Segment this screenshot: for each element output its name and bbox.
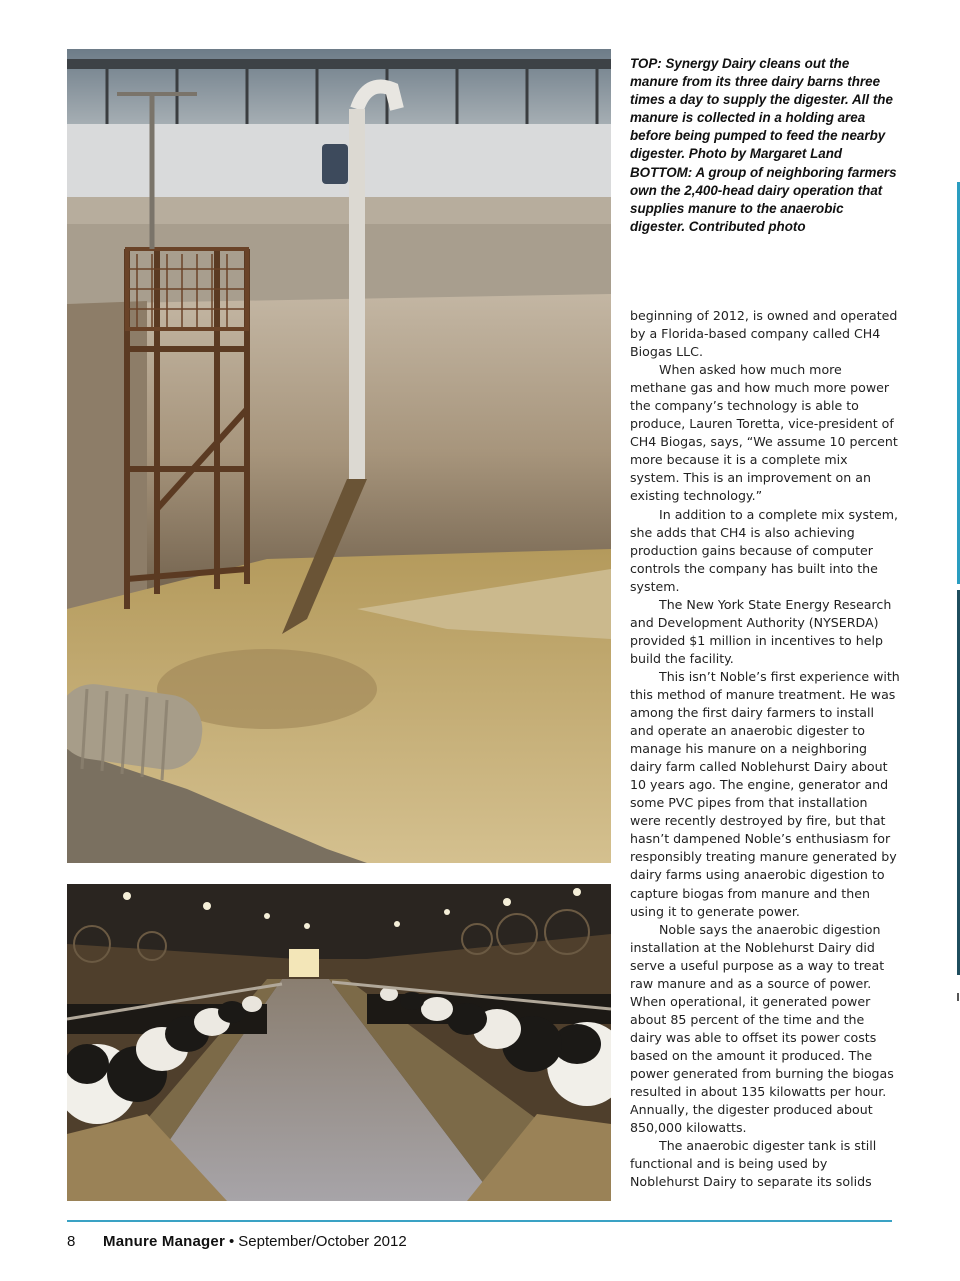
page-footer: [67, 1233, 407, 1253]
dairy-barn-photo: [67, 884, 611, 1201]
footer-separator: •: [229, 1233, 235, 1250]
article-paragraph: Noble says the anaerobic digestion installation at the Noblehurst Dairy did serve a useful purpose as a way to treat raw manure and as a source of power. When operational, it generated power about 85 percent of the time and the dairy was able to offset its power costs based on the amount it produced. The power generated from burning the biogas resulted in about 135 kilowatts per hour. Annually, the digester produced about 850,000 kilowatts.: [630, 921, 894, 1136]
article-body: [630, 307, 900, 1191]
article-paragraph: In addition to a complete mix system, she adds that CH4 is also achieving production gains because of computer controls the company has built into the system.: [630, 506, 898, 594]
article-paragraph: The New York State Energy Research and Development Authority (NYSERDA) provided $1 million in incentives to help build the facility.: [630, 596, 892, 666]
manure-pit-illustration: [67, 49, 611, 863]
article-paragraph: This isn’t Noble’s first experience with this method of manure treatment. He was among the first dairy farmers to install and operate an anaerobic digester to manage his manure on a neighboring dairy farm called Noblehurst Dairy about 10 years ago. The engine, generator and some PVC pipes from that installation were recently destroyed by fire, but that hasn’t dampened Noble’s enthusiasm for responsibly treating manure generated by dairy farms using anaerobic digestion to capture biogas from manure and then using it to generate power.: [630, 668, 900, 919]
issue-date: September/October 2012: [238, 1233, 407, 1250]
article-paragraph: When asked how much more methane gas and how much more power the company’s technology is able to produce, Lauren Toretta, vice-president of CH4 Biogas, says, “We assume 10 percent more because it is a complete mix system. This is an improvement on an existing technology.”: [630, 362, 898, 504]
caption-top: TOP: Synergy Dairy cleans out the manure from its three dairy barns three times a day to supply the digester. All the manure is collected in a holding area before being pumped to feed the nearby digester. Photo by Margaret Land: [630, 56, 893, 162]
edge-tick-mark: [957, 993, 959, 1001]
caption-bottom: BOTTOM: A group of neighboring farmers own the 2,400-head dairy operation that supplies manure to the anaerobic digester. Contributed photo: [630, 164, 897, 234]
manure-pit-photo: [67, 49, 611, 863]
page-number: 8: [67, 1233, 76, 1250]
dairy-barn-illustration: [67, 884, 611, 1201]
magazine-name: Manure Manager: [103, 1233, 225, 1250]
article-paragraph: The anaerobic digester tank is still functional and is being used by Noblehurst Dairy to separate its solids: [630, 1138, 877, 1190]
article-paragraph: beginning of 2012, is owned and operated by a Florida-based company called CH4 Biogas LLC.: [630, 308, 898, 360]
photo-caption: [630, 55, 898, 236]
footer-rule: [67, 1220, 892, 1222]
